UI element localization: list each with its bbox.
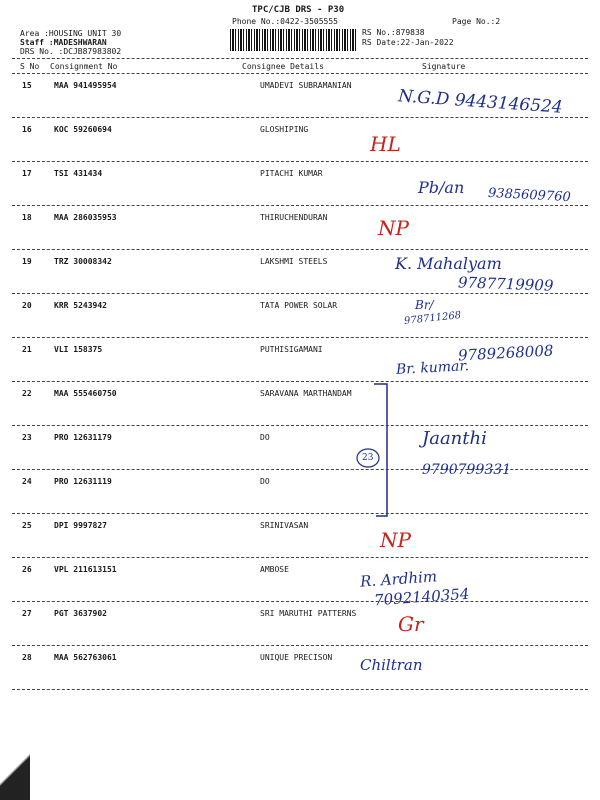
- row-sno: 24: [22, 477, 32, 486]
- divider: [12, 205, 588, 206]
- row-consignee: UNIQUE PRECISON: [260, 653, 333, 662]
- divider: [12, 117, 588, 118]
- row-consignee: UMADEVI SUBRAMANIAN: [260, 81, 352, 90]
- col-consignee: Consignee Details: [242, 62, 324, 71]
- rs-number: RS No.:879838: [362, 28, 425, 37]
- row-consignee: DO: [260, 477, 270, 486]
- handwritten-signature: Br. kumar.: [395, 358, 470, 378]
- handwritten-phone: 9790799331: [422, 462, 512, 478]
- row-sno: 26: [22, 565, 32, 574]
- bracket-count: 23: [362, 453, 374, 463]
- divider: [12, 645, 588, 646]
- handwritten-signature: Pb/an: [418, 178, 465, 197]
- row-sno: 15: [22, 81, 32, 90]
- row-consignee: PITACHI KUMAR: [260, 169, 323, 178]
- handwritten-signature: R. Ardhim: [359, 567, 438, 591]
- row-consignee: SARAVANA MARTHANDAM: [260, 389, 352, 398]
- row-sno: 23: [22, 433, 32, 442]
- row-consignment: TSI 431434: [54, 169, 103, 178]
- divider: [12, 601, 588, 602]
- row-sno: 27: [22, 609, 32, 618]
- divider: [12, 689, 588, 690]
- handwritten-note: NP: [380, 528, 411, 552]
- divider: [12, 249, 588, 250]
- row-consignee: PUTHISIGAMANI: [260, 345, 323, 354]
- handwritten-signature: Chiltran: [360, 656, 423, 674]
- row-consignment: TRZ 30008342: [54, 257, 112, 266]
- row-consignment: MAA 562763061: [54, 653, 117, 662]
- divider: [12, 381, 588, 382]
- col-consignment: Consignment No: [50, 62, 118, 71]
- page-number: Page No.:2: [452, 17, 501, 26]
- row-consignment: KRR 5243942: [54, 301, 107, 310]
- row-sno: 28: [22, 653, 32, 662]
- bracket-mark: [352, 380, 392, 520]
- handwritten-signature: Br/: [415, 298, 434, 312]
- row-consignee: TATA POWER SOLAR: [260, 301, 338, 310]
- handwritten-note: NP: [378, 216, 409, 240]
- barcode: [230, 29, 358, 51]
- handwritten-phone: 9787719909: [457, 273, 554, 295]
- handwritten-signature: N.G.D 9443146524: [397, 86, 564, 118]
- row-consignee: AMBOSE: [260, 565, 289, 574]
- row-consignment: VPL 211613151: [54, 565, 117, 574]
- divider: [12, 293, 588, 294]
- handwritten-note: HL: [370, 132, 401, 156]
- handwritten-phone: 978711268: [403, 310, 462, 327]
- divider: [12, 161, 588, 162]
- handwritten-signature: K. Mahalyam: [395, 254, 502, 273]
- divider: [12, 73, 588, 74]
- row-sno: 18: [22, 213, 32, 222]
- row-consignee: THIRUCHENDURAN: [260, 213, 328, 222]
- row-consignment: PRO 12631119: [54, 477, 112, 486]
- row-sno: 20: [22, 301, 32, 310]
- row-consignee: SRI MARUTHI PATTERNS: [260, 609, 357, 618]
- row-consignment: KOC 59260694: [54, 125, 112, 134]
- row-sno: 17: [22, 169, 32, 178]
- handwritten-phone: 7092140354: [373, 584, 470, 610]
- row-consignment: MAA 286035953: [54, 213, 117, 222]
- divider: [12, 557, 588, 558]
- handwritten-signature: Jaanthi: [422, 428, 487, 449]
- row-sno: 16: [22, 125, 32, 134]
- row-consignment: MAA 941495954: [54, 81, 117, 90]
- row-consignment: DPI 9997827: [54, 521, 107, 530]
- row-consignee: LAKSHMI STEELS: [260, 257, 328, 266]
- handwritten-phone: 9385609760: [487, 185, 572, 206]
- col-sno: S No: [20, 62, 40, 71]
- row-consignment: VLI 158375: [54, 345, 103, 354]
- row-consignee: DO: [260, 433, 270, 442]
- row-consignee: SRINIVASAN: [260, 521, 309, 530]
- row-sno: 22: [22, 389, 32, 398]
- divider: [12, 425, 588, 426]
- staff-label: Staff :MADESHWARAN: [20, 38, 107, 47]
- row-consignee: GLOSHIPING: [260, 125, 309, 134]
- drs-title: TPC/CJB DRS - P30: [252, 5, 345, 15]
- row-consignment: PGT 3637902: [54, 609, 107, 618]
- row-consignment: MAA 555460750: [54, 389, 117, 398]
- divider: [12, 58, 588, 59]
- row-sno: 19: [22, 257, 32, 266]
- row-consignment: PRO 12631179: [54, 433, 112, 442]
- row-sno: 25: [22, 521, 32, 530]
- col-signature: Signature: [422, 62, 466, 71]
- phone-number: Phone No.:0422-3505555: [232, 17, 338, 26]
- divider: [12, 513, 588, 514]
- scan-edge: [0, 740, 30, 800]
- divider: [12, 337, 588, 338]
- handwritten-note: Gr: [398, 612, 424, 636]
- drs-number: DRS No. :DCJB87983802: [20, 47, 122, 56]
- area-label: Area :HOUSING UNIT 30: [20, 29, 122, 38]
- rs-date: RS Date:22-Jan-2022: [362, 38, 454, 47]
- handwritten-phone: 9789268008: [457, 341, 554, 365]
- row-sno: 21: [22, 345, 32, 354]
